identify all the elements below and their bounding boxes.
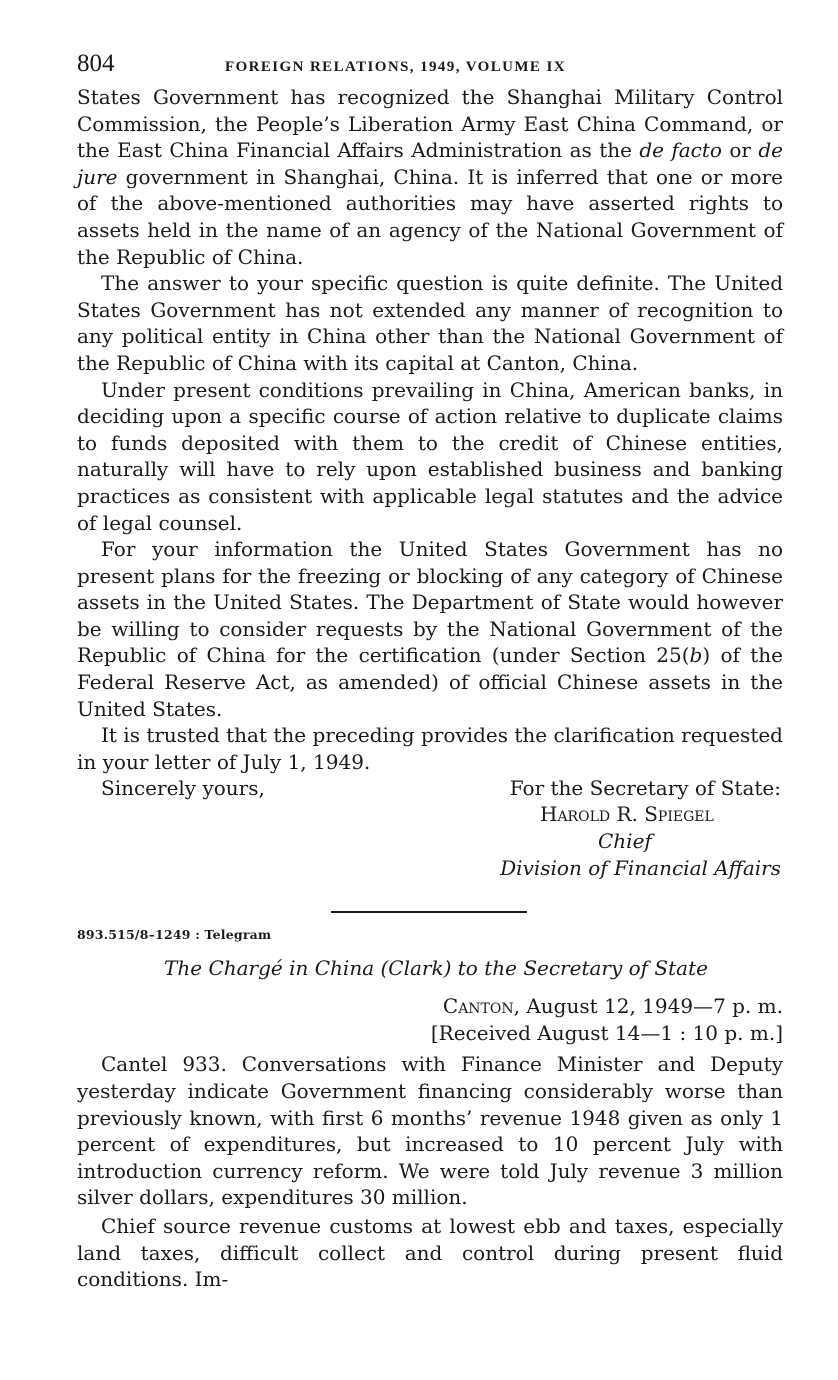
letter-paragraph: States Government has recognized the Shanghai Military Control Commission, the People’s Liberation Army East China Command, or the East China Financial Affairs Administration as the de facto or de jure government in Shanghai, China. It is inferred that one or more of the above-mentioned authorities may have asserted rights to assets held in the name of an agency of the National Government of the Republic of China.	[77, 85, 783, 269]
signature-block	[77, 775, 783, 891]
letter-paragraph: The answer to your specific question is quite definite. The United States Government has not extended any manner of recognition to any political entity in China other than the National Government of the Republic of China with its capital at Canton, China.	[77, 271, 783, 375]
letter-paragraph: Under present conditions prevailing in China, American banks, in deciding upon a specific course of action relative to duplicate claims to funds deposited with them to the credit of Chinese entities, naturally will have to rely upon established business and banking practices as consistent with applicable legal statutes and the advice of legal counsel.	[77, 377, 783, 535]
document-reference: 893.515/8–1249 : Telegram	[77, 927, 272, 943]
signer-name: Harold R. Spiegel	[540, 802, 714, 827]
telegram-paragraph: Chief source revenue customs at lowest ebb and taxes, especially land taxes, difficult collect and control during present fluid conditions. Im-	[77, 1214, 783, 1292]
letter-paragraph: For your information the United States Government has no present plans for the freezing or blocking of any category of Chinese assets in the United States. The Department of State would however be willing to consider requests by the National Government of the Republic of China for the certification (under Section 25(b) of the Federal Reserve Act, as amended) of official Chinese assets in the United States.	[77, 537, 783, 721]
section-divider	[331, 911, 527, 913]
letter-paragraph: It is trusted that the preceding provides the clarification requested in your letter of July 1, 1949.	[77, 723, 783, 774]
dateline-received: [Received August 14—1 : 10 p. m.]	[430, 1021, 783, 1046]
signer-title: Chief	[598, 829, 652, 854]
for-secretary-line: For the Secretary of State:	[509, 776, 781, 801]
page-number: 804	[77, 50, 115, 77]
dateline-sent: Canton, August 12, 1949—7 p. m.	[442, 994, 783, 1019]
telegram-paragraph: Cantel 933. Conversations with Finance Minister and Deputy yesterday indicate Government financing considerably worse than previously known, with first 6 months’ revenue 1948 given as only 1 percent of expenditures, but increased to 10 percent July with introduction currency reform. We were told July revenue 3 million silver dollars, expenditures 30 million.	[77, 1052, 783, 1210]
telegram-body	[77, 1051, 783, 1292]
letter-body	[77, 84, 783, 775]
running-header	[77, 50, 783, 84]
running-title: FOREIGN RELATIONS, 1949, VOLUME IX	[225, 59, 566, 75]
document-heading: The Chargé in China (Clark) to the Secretary of State	[164, 956, 708, 981]
dateline	[77, 993, 783, 1047]
signer-division: Division of Financial Affairs	[500, 856, 781, 881]
closing: Sincerely yours,	[101, 776, 265, 801]
document-page	[77, 50, 783, 1295]
